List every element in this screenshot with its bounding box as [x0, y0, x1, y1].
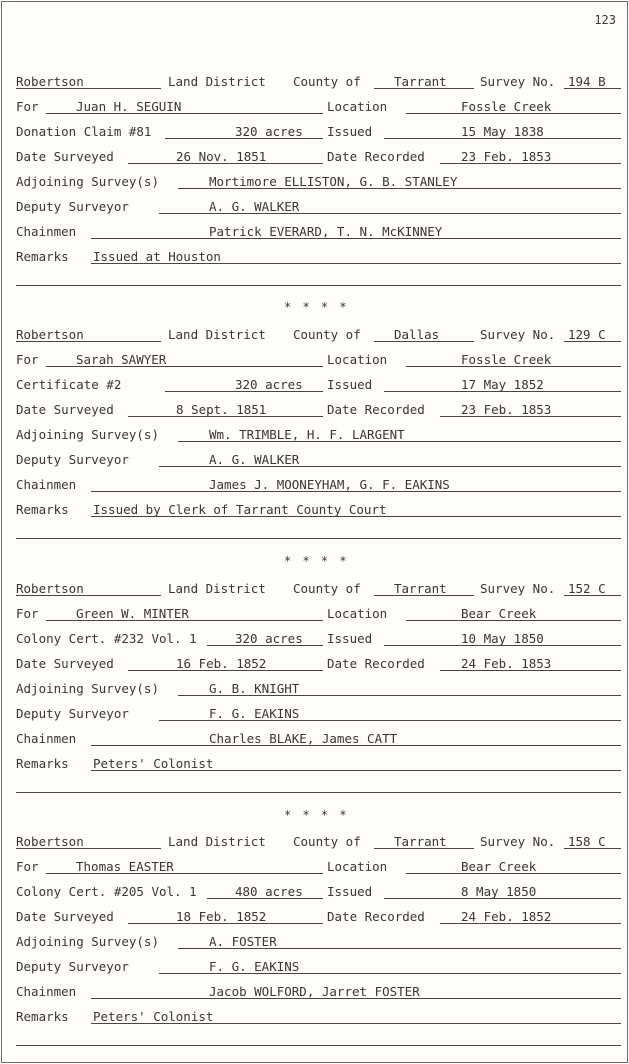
survey-record — [2, 835, 627, 1063]
chainmen-label: Chainmen — [16, 224, 77, 239]
deputy-label: Deputy Surveyor — [16, 706, 129, 721]
adjoining-value: G. B. KNIGHT — [209, 681, 300, 696]
for-value: Green W. MINTER — [76, 606, 189, 621]
issued-label: Issued — [327, 884, 373, 899]
district-value: Robertson — [16, 327, 84, 342]
for-value: Sarah SAWYER — [76, 352, 167, 367]
adjoining-value: A. FOSTER — [209, 934, 277, 949]
county-value: Dallas — [394, 327, 440, 342]
date-surveyed-label: Date Surveyed — [16, 402, 114, 417]
adjoining-value: Mortimore ELLISTON, G. B. STANLEY — [209, 174, 458, 189]
survey-record — [2, 75, 627, 315]
location-label: Location — [327, 99, 388, 114]
claim-label: Certificate #2 — [16, 377, 122, 392]
survey-no-value: 158 C — [568, 834, 606, 849]
issued-label: Issued — [327, 631, 373, 646]
chainmen-label: Chainmen — [16, 984, 77, 999]
document-page — [1, 1, 628, 1063]
remarks-value: Peters' Colonist — [93, 1009, 214, 1024]
remarks-label: Remarks — [16, 502, 69, 517]
date-recorded-label: Date Recorded — [327, 656, 425, 671]
adjoining-value: Wm. TRIMBLE, H. F. LARGENT — [209, 427, 405, 442]
district-value: Robertson — [16, 581, 84, 596]
chainmen-label: Chainmen — [16, 477, 77, 492]
date-surveyed-value: 16 Feb. 1852 — [176, 656, 267, 671]
date-surveyed-value: 8 Sept. 1851 — [176, 402, 267, 417]
remarks-value: Peters' Colonist — [93, 756, 214, 771]
deputy-value: A. G. WALKER — [209, 199, 300, 214]
county-value: Tarrant — [394, 74, 447, 89]
district-value: Robertson — [16, 74, 84, 89]
adjoining-label: Adjoining Survey(s) — [16, 427, 159, 442]
separator: * * * * — [284, 808, 349, 822]
claim-label: Donation Claim #81 — [16, 124, 152, 139]
date-recorded-value: 24 Feb. 1853 — [461, 656, 552, 671]
date-surveyed-label: Date Surveyed — [16, 909, 114, 924]
deputy-label: Deputy Surveyor — [16, 452, 129, 467]
land-district-label: Land District — [168, 327, 266, 342]
survey-record — [2, 582, 627, 822]
issued-value: 15 May 1838 — [461, 124, 544, 139]
location-value: Bear Creek — [461, 859, 537, 874]
county-label: County of — [293, 581, 361, 596]
survey-no-label: Survey No. — [480, 581, 556, 596]
remarks-label: Remarks — [16, 1009, 69, 1024]
location-label: Location — [327, 606, 388, 621]
location-value: Fossle Creek — [461, 99, 552, 114]
chainmen-label: Chainmen — [16, 731, 77, 746]
for-label: For — [16, 859, 39, 874]
location-label: Location — [327, 352, 388, 367]
acres-value: 480 acres — [235, 884, 303, 899]
date-surveyed-value: 26 Nov. 1851 — [176, 149, 267, 164]
date-recorded-value: 23 Feb. 1853 — [461, 149, 552, 164]
remarks-value: Issued at Houston — [93, 249, 221, 264]
chainmen-value: Charles BLAKE, James CATT — [209, 731, 398, 746]
survey-no-value: 194 B — [568, 74, 606, 89]
date-surveyed-value: 18 Feb. 1852 — [176, 909, 267, 924]
deputy-label: Deputy Surveyor — [16, 199, 129, 214]
land-district-label: Land District — [168, 74, 266, 89]
deputy-value: A. G. WALKER — [209, 452, 300, 467]
page-number: 123 — [594, 13, 616, 27]
issued-value: 17 May 1852 — [461, 377, 544, 392]
deputy-value: F. G. EAKINS — [209, 706, 300, 721]
survey-no-label: Survey No. — [480, 834, 556, 849]
chainmen-value: James J. MOONEYHAM, G. F. EAKINS — [209, 477, 450, 492]
remarks-label: Remarks — [16, 756, 69, 771]
claim-label: Colony Cert. #232 Vol. 1 — [16, 631, 197, 646]
location-value: Bear Creek — [461, 606, 537, 621]
date-surveyed-label: Date Surveyed — [16, 656, 114, 671]
county-label: County of — [293, 327, 361, 342]
for-label: For — [16, 99, 39, 114]
date-recorded-value: 23 Feb. 1853 — [461, 402, 552, 417]
for-label: For — [16, 352, 39, 367]
issued-value: 8 May 1850 — [461, 884, 537, 899]
adjoining-label: Adjoining Survey(s) — [16, 174, 159, 189]
county-value: Tarrant — [394, 834, 447, 849]
for-value: Juan H. SEGUIN — [76, 99, 182, 114]
district-value: Robertson — [16, 834, 84, 849]
survey-no-label: Survey No. — [480, 327, 556, 342]
survey-no-label: Survey No. — [480, 74, 556, 89]
acres-value: 320 acres — [235, 377, 303, 392]
date-surveyed-label: Date Surveyed — [16, 149, 114, 164]
adjoining-label: Adjoining Survey(s) — [16, 934, 159, 949]
land-district-label: Land District — [168, 834, 266, 849]
county-label: County of — [293, 74, 361, 89]
issued-label: Issued — [327, 377, 373, 392]
location-value: Fossle Creek — [461, 352, 552, 367]
date-recorded-label: Date Recorded — [327, 909, 425, 924]
acres-value: 320 acres — [235, 124, 303, 139]
for-label: For — [16, 606, 39, 621]
deputy-label: Deputy Surveyor — [16, 959, 129, 974]
remarks-label: Remarks — [16, 249, 69, 264]
date-recorded-label: Date Recorded — [327, 402, 425, 417]
survey-no-value: 152 C — [568, 581, 606, 596]
chainmen-value: Patrick EVERARD, T. N. McKINNEY — [209, 224, 443, 239]
county-label: County of — [293, 834, 361, 849]
separator: * * * * — [284, 300, 349, 314]
remarks-value: Issued by Clerk of Tarrant County Court — [93, 502, 387, 517]
location-label: Location — [327, 859, 388, 874]
chainmen-value: Jacob WOLFORD, Jarret FOSTER — [209, 984, 420, 999]
adjoining-label: Adjoining Survey(s) — [16, 681, 159, 696]
date-recorded-value: 24 Feb. 1852 — [461, 909, 552, 924]
claim-label: Colony Cert. #205 Vol. 1 — [16, 884, 197, 899]
survey-no-value: 129 C — [568, 327, 606, 342]
date-recorded-label: Date Recorded — [327, 149, 425, 164]
land-district-label: Land District — [168, 581, 266, 596]
deputy-value: F. G. EAKINS — [209, 959, 300, 974]
for-value: Thomas EASTER — [76, 859, 174, 874]
separator: * * * * — [284, 554, 349, 568]
county-value: Tarrant — [394, 581, 447, 596]
issued-value: 10 May 1850 — [461, 631, 544, 646]
acres-value: 320 acres — [235, 631, 303, 646]
issued-label: Issued — [327, 124, 373, 139]
survey-record — [2, 328, 627, 568]
